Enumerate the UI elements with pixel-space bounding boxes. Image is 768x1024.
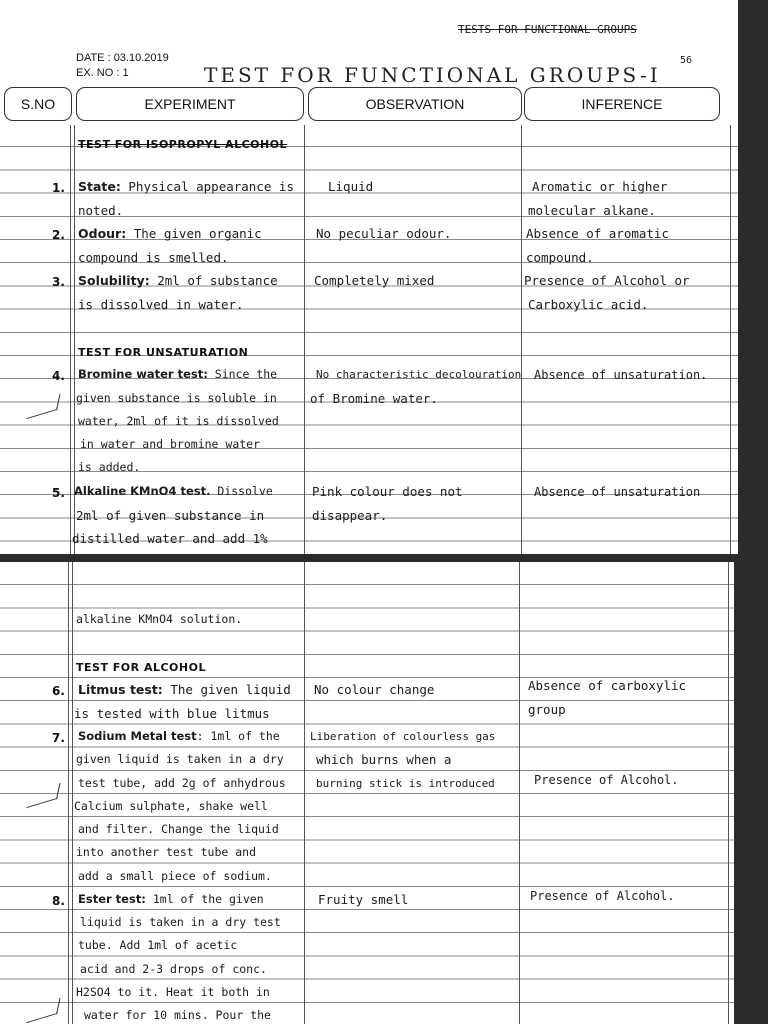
header-note: TESTS FOR FUNCTIONAL GROUPS	[458, 23, 637, 36]
experiment-line: water for 10 mins. Pour the	[84, 1008, 271, 1022]
experiment-line: noted.	[78, 203, 124, 218]
experiment-line: water, 2ml of it is dissolved	[78, 414, 279, 428]
experiment-line: Ester test: 1ml of the given	[78, 892, 264, 906]
check-mark	[26, 394, 60, 419]
experiment-line: H2SO4 to it. Heat it both in	[76, 985, 270, 999]
check-mark	[26, 783, 60, 808]
experiment-line: is dissolved in water.	[78, 297, 244, 312]
inference-line: Presence of Alcohol.	[530, 889, 675, 903]
section-heading: TEST FOR UNSATURATION	[78, 346, 249, 359]
experiment-line: given liquid is taken in a dry	[76, 752, 284, 766]
section-heading: TEST FOR ISOPROPYL ALCOHOL	[78, 138, 288, 151]
experiment-line: tube. Add 1ml of acetic	[78, 938, 238, 952]
row-number: 3.	[52, 275, 65, 289]
page-right-edge	[728, 562, 729, 1024]
inference-line: group	[528, 702, 566, 717]
section-heading: TEST FOR ALCOHOL	[76, 661, 206, 674]
row-number: 5.	[52, 486, 65, 500]
row-number: 7.	[52, 731, 65, 745]
observation-line: Pink colour does not	[312, 484, 463, 499]
experiment-line: acid and 2-3 drops of conc.	[80, 962, 267, 976]
column-divider	[519, 562, 520, 1024]
header-experiment: EXPERIMENT	[76, 87, 304, 121]
experiment-line: test tube, add 2g of anhydrous	[78, 776, 286, 790]
observation-line: No characteristic decolouration	[316, 368, 522, 381]
inference-line: molecular alkane.	[528, 203, 656, 218]
margin-line	[68, 562, 69, 1024]
experiment-line: Odour: The given organic	[78, 226, 262, 241]
experiment-line: liquid is taken in a dry test	[80, 915, 281, 929]
observation-line: burning stick is introduced	[316, 777, 495, 790]
observation-line: Liquid	[328, 179, 374, 194]
date-label: DATE : 03.10.2019	[76, 52, 169, 64]
header-sno: S.NO	[4, 87, 72, 121]
margin-line-inner	[72, 562, 73, 1024]
experiment-line: 2ml of given substance in	[76, 508, 265, 523]
inference-line: Presence of Alcohol.	[534, 773, 679, 787]
row-number: 1.	[52, 181, 65, 195]
column-divider	[304, 562, 305, 1024]
experiment-line: into another test tube and	[76, 845, 257, 859]
observation-line: No peculiar odour.	[316, 226, 452, 241]
notebook-page-bottom	[0, 562, 734, 1024]
experiment-line: in water and bromine water	[80, 437, 261, 451]
observation-line: Fruity smell	[318, 892, 409, 907]
inference-line: Absence of unsaturation.	[534, 368, 708, 382]
observation-line: disappear.	[312, 508, 388, 523]
row-number: 8.	[52, 894, 65, 908]
experiment-line: given substance is soluble in	[76, 391, 277, 405]
observation-line: Liberation of colourless gas	[310, 730, 496, 743]
page-title: TEST FOR FUNCTIONAL GROUPS-I	[204, 63, 661, 87]
header-observation: OBSERVATION	[308, 87, 522, 121]
page-number: 56	[680, 55, 693, 66]
experiment-line: Solubility: 2ml of substance	[78, 273, 278, 288]
experiment-line: alkaline KMnO4 solution.	[76, 612, 243, 626]
row-number: 4.	[52, 369, 65, 383]
experiment-line: Bromine water test: Since the	[78, 367, 278, 381]
inference-line: Absence of aromatic	[526, 226, 669, 241]
row-number: 6.	[52, 684, 65, 698]
experiment-line: Litmus test: The given liquid	[78, 682, 291, 697]
observation-line: No colour change	[314, 682, 435, 697]
experiment-line: is added.	[78, 460, 141, 474]
inference-line: Carboxylic acid.	[528, 297, 649, 312]
observation-line: Completely mixed	[314, 273, 435, 288]
row-number: 2.	[52, 228, 65, 242]
inference-line: Absence of unsaturation	[534, 485, 701, 499]
inference-line: Aromatic or higher	[532, 179, 668, 194]
experiment-line: Calcium sulphate, shake well	[74, 799, 268, 813]
experiment-line: compound is smelled.	[78, 250, 229, 265]
inference-line: Presence of Alcohol or	[524, 273, 690, 288]
inference-line: compound.	[526, 250, 594, 265]
experiment-line: add a small piece of sodium.	[78, 869, 272, 883]
header-inference: INFERENCE	[524, 87, 720, 121]
check-mark	[26, 998, 60, 1023]
observation-line: of Bromine water.	[310, 391, 438, 406]
experiment-line: and filter. Change the liquid	[78, 822, 279, 836]
observation-line: which burns when a	[316, 752, 452, 767]
experiment-line: Sodium Metal test: 1ml of the	[78, 729, 280, 743]
exno-label: EX. NO : 1	[76, 67, 129, 79]
experiment-line: State: Physical appearance is	[78, 179, 294, 194]
experiment-line: Alkaline KMnO4 test. Dissolve	[74, 484, 273, 498]
experiment-line: distilled water and add 1%	[72, 531, 268, 546]
inference-line: Absence of carboxylic	[528, 678, 687, 693]
experiment-line: is tested with blue litmus	[74, 706, 270, 721]
